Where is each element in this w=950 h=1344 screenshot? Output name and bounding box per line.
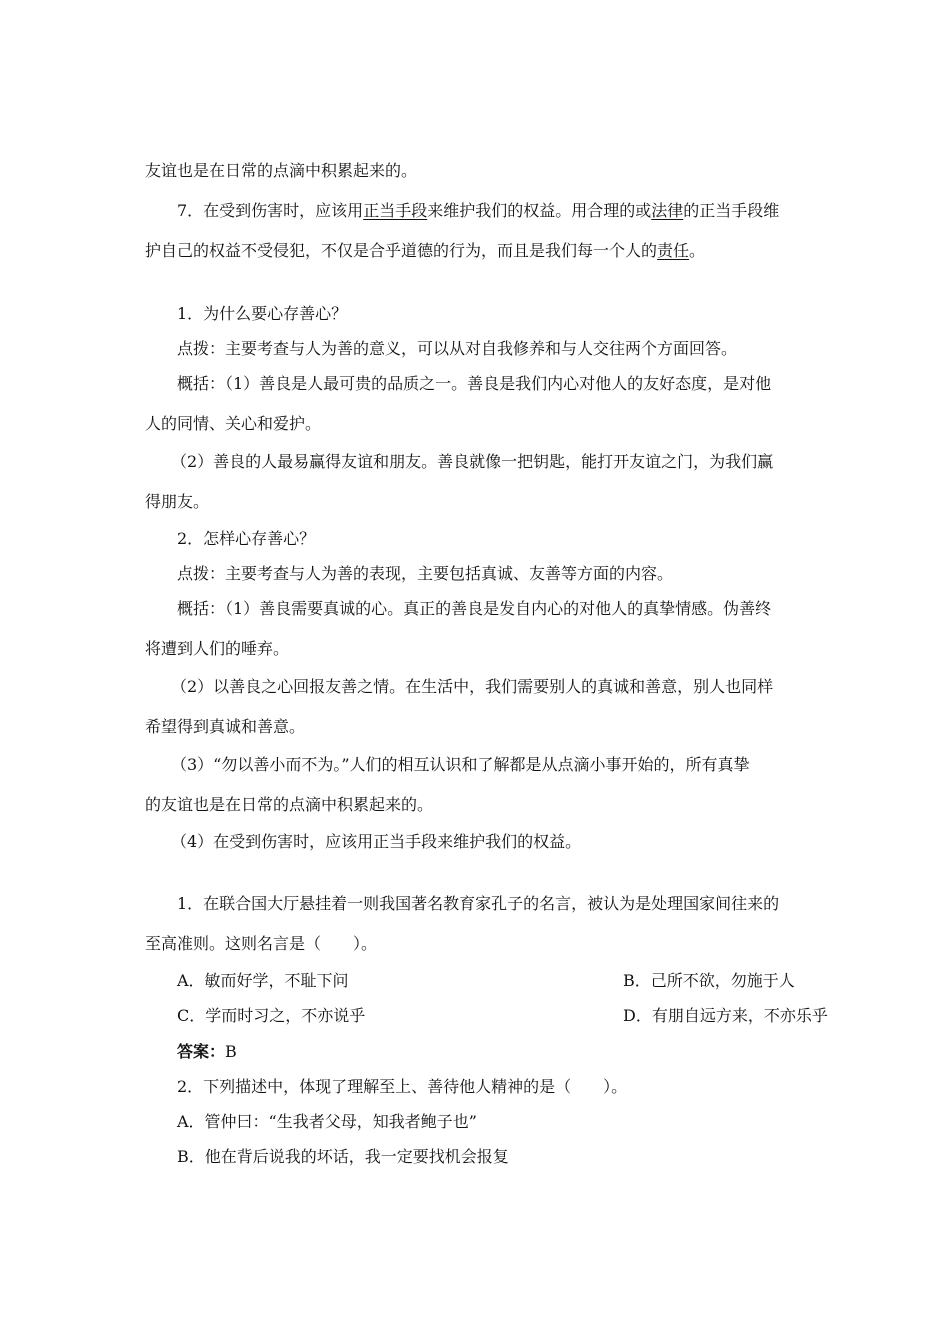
text: 友谊也是在日常的点滴中积累起来的。	[145, 161, 418, 180]
option-row	[177, 1005, 828, 1027]
answer-label: 答案：	[177, 1042, 226, 1061]
text: 。	[689, 241, 706, 260]
answer-line	[177, 1041, 817, 1063]
option-b: B．他在背后说我的坏话，我一定要找机会报复	[177, 1147, 509, 1166]
summary-line: （2）善良的人最易赢得友谊和朋友。善良就像一把钥匙，能打开友谊之门，为我们赢	[171, 452, 774, 471]
summary-line: 希望得到真诚和善意。	[145, 717, 306, 736]
summary-line: 概括：（1）善良是人最可贵的品质之一。善良是我们内心对他人的友好态度，是对他	[177, 374, 772, 393]
summary-line: 得朋友。	[145, 492, 210, 511]
hint-line: 点拨：主要考查与人为善的表现，主要包括真诚、友善等方面的内容。	[177, 564, 674, 583]
underlined-term: 正当手段	[363, 201, 428, 220]
summary-line: （4）在受到伤害时，应该用正当手段来维护我们的权益。	[171, 832, 582, 851]
question-title: 2．怎样心存善心？	[177, 529, 316, 548]
paragraph-line	[145, 160, 815, 182]
summary-line: 将遭到人们的唾弃。	[145, 639, 290, 658]
text: 的正当手段维	[683, 201, 780, 220]
option-a: A．管仲曰：“生我者父母，知我者鲍子也”	[177, 1112, 477, 1131]
question-title: 1．为什么要心存善心？	[177, 304, 348, 323]
paragraph-line	[177, 200, 817, 222]
option-d: D．有朋自远方来，不亦乐乎	[623, 1006, 828, 1025]
underlined-term: 法律	[651, 201, 684, 220]
option-a: A．敏而好学，不耻下问	[177, 971, 349, 990]
paragraph-line	[145, 240, 815, 262]
hint-line: 点拨：主要考查与人为善的意义，可以从对自我修养和与人交往两个方面回答。	[177, 339, 738, 358]
option-c: C．学而时习之，不亦说乎	[177, 1006, 366, 1025]
summary-line: 概括：（1）善良需要真诚的心。真正的善良是发自内心的对他人的真挚情感。伪善终	[177, 599, 772, 618]
text: 来维护我们的权益。用合理的或	[427, 201, 652, 220]
answer-value: B	[225, 1042, 237, 1061]
exercise-question: 至高准则。这则名言是（ ）。	[145, 934, 378, 953]
summary-line: 的友谊也是在日常的点滴中积累起来的。	[145, 795, 434, 814]
text: 7．在受到伤害时，应该用	[177, 201, 364, 220]
text: 护自己的权益不受侵犯，不仅是合乎道德的行为，而且是我们每一个人的	[145, 241, 658, 260]
summary-line: 人的同情、关心和爱护。	[145, 414, 322, 433]
option-b: B．己所不欲，勿施于人	[623, 971, 795, 990]
exercise-question: 2．下列描述中，体现了理解至上、善待他人精神的是（ ）。	[177, 1077, 628, 1096]
exercise-question: 1．在联合国大厅悬挂着一则我国著名教育家孔子的名言，被认为是处理国家间往来的	[177, 894, 780, 913]
option-row	[177, 970, 817, 992]
summary-line: （3）“勿以善小而不为。”人们的相互认识和了解都是从点滴小事开始的，所有真挚	[171, 755, 750, 774]
underlined-term: 责任	[657, 241, 690, 260]
summary-line: （2）以善良之心回报友善之情。在生活中，我们需要别人的真诚和善意，别人也同样	[171, 677, 774, 696]
